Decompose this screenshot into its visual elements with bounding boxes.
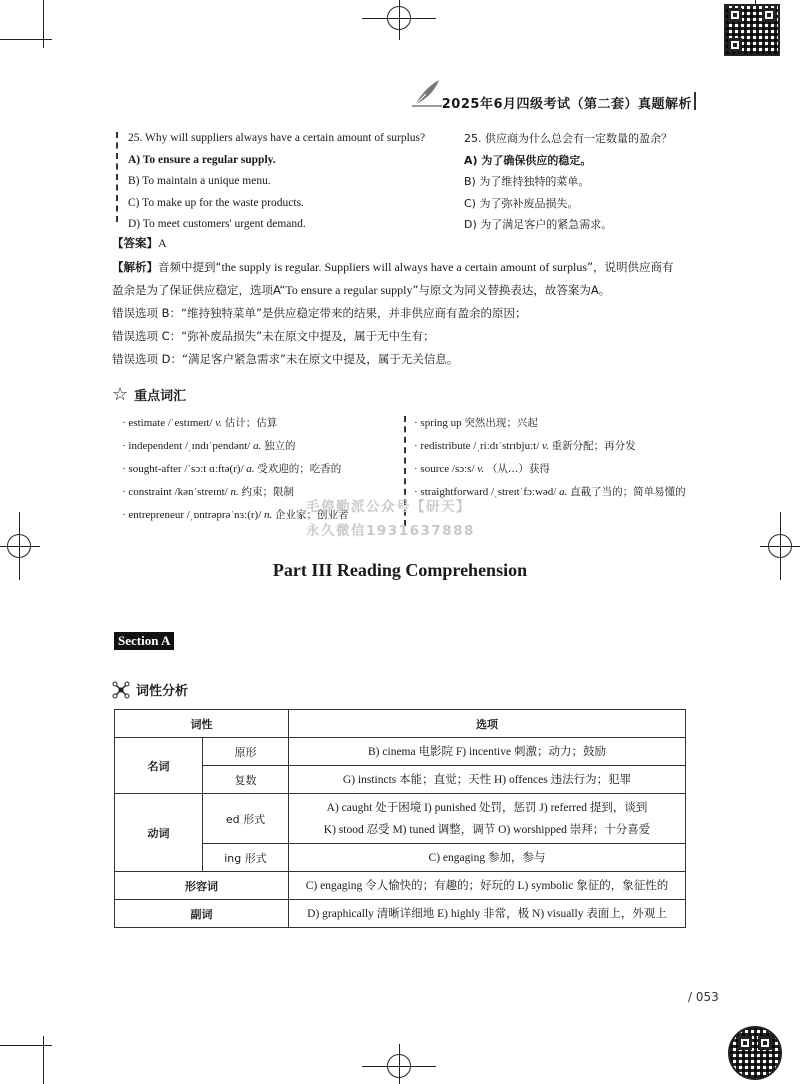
vocab-item: · redistribute /ˌriːdɪˈstrɪbjuːt/ v. 重新分配；再分发 (414, 440, 636, 452)
question-english (128, 128, 458, 236)
vocab-heading (112, 384, 186, 405)
answer-label: 【答案】 (112, 236, 158, 250)
analysis-quote-2: To ensure a regular supply (285, 283, 413, 297)
vocab-item: · sought-after /ˈsɔːt ɑːftə(r)/ a. 受欢迎的；吃香的 (122, 463, 342, 475)
qr-code-bottom (728, 1026, 782, 1080)
question-chinese (464, 128, 694, 236)
pos-table (114, 709, 686, 928)
adj-label: 形容词 (115, 872, 289, 900)
vocab-item: · estimate /ˈestɪmeɪt/ v. 估计；估算 (122, 417, 278, 429)
option-b-cn: B) 为了维持独特的菜单。 (464, 175, 590, 188)
verb-ed-label: ed 形式 (203, 794, 289, 844)
analysis-text: ”与原文为同义替换表达，故答案为A。 (412, 283, 611, 297)
analysis-label: 【解析】 (112, 260, 158, 274)
star-icon: ☆ (112, 384, 129, 405)
analysis-text: ”，说明供应商有 (587, 260, 674, 274)
verb-ed-options (289, 794, 686, 844)
verb-ed-options-line-1: A) caught 处于困境 I) punished 处罚，惩罚 J) referred 提到，谈到 (326, 801, 648, 814)
vocab-item: · spring up 突然出现；兴起 (414, 417, 538, 429)
vocab-list-right (414, 412, 694, 504)
table-row (115, 738, 686, 766)
header-title: 2025年6月四级考试（第二套）真题解析 (441, 97, 692, 112)
adv-options: D) graphically 清晰详细地 E) highly 非常，极 N) visually 表面上，外观上 (289, 900, 686, 928)
analysis-line-2 (112, 279, 610, 301)
page-number: / 053 (688, 990, 719, 1004)
analysis-quote-1: the supply is regular. Suppliers will always have a certain amount of surplus (221, 260, 588, 274)
noun-base-label: 原形 (203, 738, 289, 766)
section-label: Section A (114, 632, 174, 650)
answer-line (112, 232, 167, 254)
noun-label: 名词 (115, 738, 203, 794)
wrong-option-c: 错误选项 C：“弥补废品损失”未在原文中提及，属于无中生有； (112, 329, 435, 343)
pos-heading (112, 680, 188, 699)
watermark (306, 495, 475, 543)
noun-base-options: B) cinema 电影院 F) incentive 刺激；动力；鼓励 (289, 738, 686, 766)
option-a-en: A) To ensure a regular supply. (128, 153, 276, 166)
option-c-cn: C) 为了弥补废品损失。 (464, 196, 579, 210)
header-options: 选项 (289, 710, 686, 738)
watermark-line-1: 毛停勤派公众号【研天】 (306, 499, 471, 515)
adv-label: 副词 (115, 900, 289, 928)
table-row (115, 872, 686, 900)
quill-icon (412, 78, 442, 108)
question-stem-en: 25. Why will suppliers always have a certain amount of surplus? (128, 132, 426, 144)
table-row (115, 794, 686, 844)
header-rule (694, 92, 696, 110)
option-d-en: D) To meet customers' urgent demand. (128, 218, 306, 230)
vocab-item: · entrepreneur /ˌɒntrəprəˈnɜː(r)/ n. 企业家；创业者 (122, 509, 349, 521)
answer-value: A (158, 236, 167, 250)
verb-ed-options-line-2: K) stood 忍受 M) tuned 调整，调节 O) worshipped 崇拜；十分喜爱 (323, 823, 651, 836)
pos-heading-text: 词性分析 (136, 684, 189, 699)
header-pos: 词性 (115, 710, 289, 738)
option-b-en: B) To maintain a unique menu. (128, 175, 271, 187)
verb-ing-options: C) engaging 参加，参与 (289, 844, 686, 872)
noun-plural-options: G) instincts 本能；直觉；天性 H) offences 违法行为；犯罪 (289, 766, 686, 794)
watermark-line-2: 永久微信1931637888 (306, 523, 475, 539)
table-header-row (115, 710, 686, 738)
analysis-text: 盈余是为了保证供应稳定，选项A“ (112, 283, 286, 297)
vocab-item: · straightforward /ˌstreɪtˈfɔːwəd/ a. 直截了当的；简单易懂的 (414, 486, 686, 498)
vocab-item: · independent /ˌɪndɪˈpendənt/ a. 独立的 (122, 440, 296, 452)
part-title: Part III Reading Comprehension (272, 560, 528, 580)
wrong-option-b: 错误选项 B：“维持独特菜单”是供应稳定带来的结果，并非供应商有盈余的原因； (112, 306, 527, 320)
qr-code-top (724, 4, 780, 56)
table-row (115, 900, 686, 928)
analysis-line-1 (112, 256, 674, 278)
noun-plural-label: 复数 (203, 766, 289, 794)
option-a-cn: A) 为了确保供应的稳定。 (464, 153, 592, 167)
adj-options: C) engaging 令人愉快的；有趣的；好玩的 L) symbolic 象征的，象征性的 (289, 872, 686, 900)
wrong-option-d: 错误选项 D：“满足客户紧急需求”未在原文中提及，属于无关信息。 (112, 352, 459, 366)
verb-label: 动词 (115, 794, 203, 872)
verb-ing-label: ing 形式 (203, 844, 289, 872)
question-stem-cn: 25. 供应商为什么总会有一定数量的盈余？ (464, 132, 672, 145)
question-divider (116, 132, 118, 222)
vocab-item: · source /sɔːs/ v. （从…）获得 (414, 463, 550, 475)
analysis-text: 音频中提到“ (158, 260, 222, 274)
option-c-en: C) To make up for the waste products. (128, 196, 304, 209)
molecule-icon (112, 681, 130, 699)
vocab-heading-text: 重点词汇 (134, 389, 187, 404)
option-d-cn: D) 为了满足客户的紧急需求。 (464, 218, 613, 231)
vocab-item: · constraint /kənˈstreɪnt/ n. 约束；限制 (122, 486, 294, 498)
